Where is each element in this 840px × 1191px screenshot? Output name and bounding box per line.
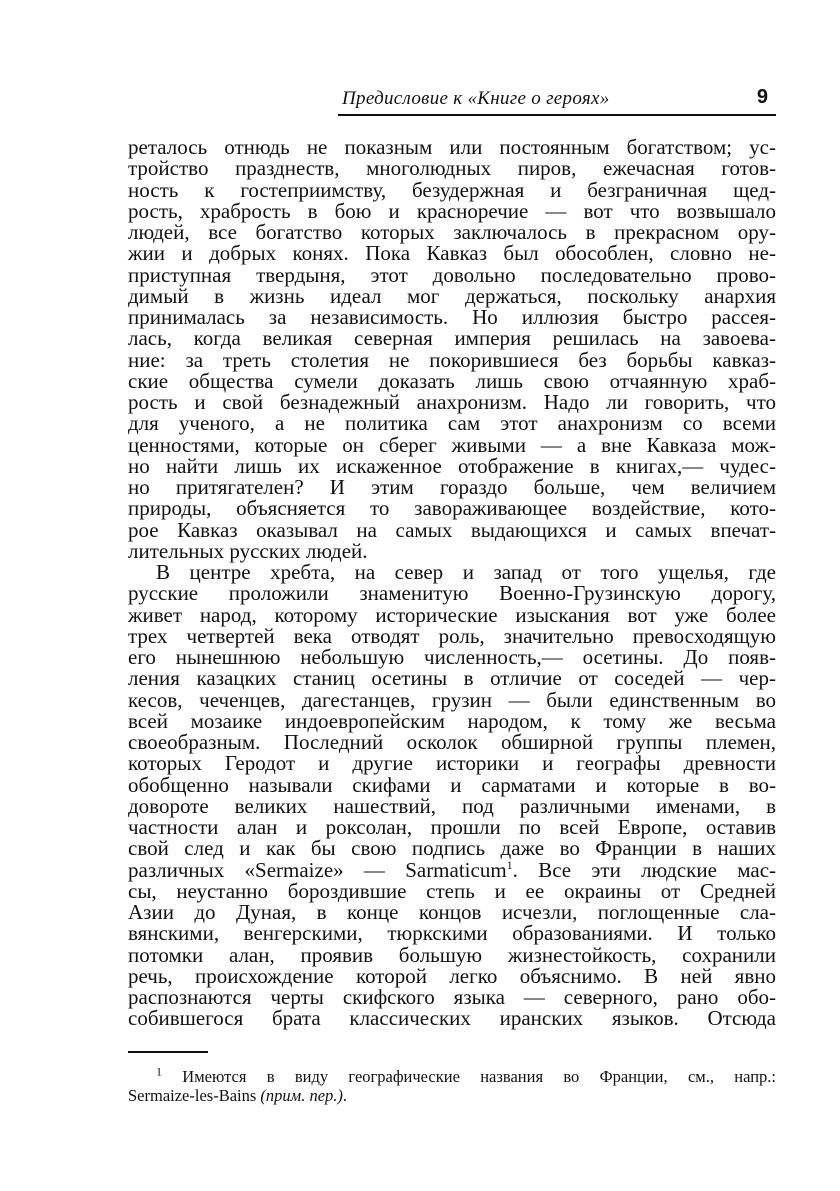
text-line: речь, происхождение которой легко объяснимо. В ней явно <box>128 963 776 988</box>
text-line: потомки алан, проявив большую жизнестойкость, сохранили <box>128 942 776 967</box>
text-line: ценностями, которые он сберег живыми — а вне Кавказа мож- <box>128 432 776 457</box>
text-line: ские общества сумели доказать лишь свою отчаянную храб- <box>128 368 776 393</box>
paragraph <box>128 562 776 1030</box>
text-line: различных «Sermaize» — Sarmaticum$^1$. Все эти людские мас- <box>128 857 777 882</box>
text-line: распознаются черты скифского языка — северного, рано обо- <box>128 985 776 1009</box>
text-line: приступная твердыня, этот довольно последовательно прово- <box>128 262 776 287</box>
text-line: вянскими, венгерскими, тюркскими образованиями. И только <box>128 921 776 946</box>
text-line: принималась за независимость. Но иллюзия быстро рассея- <box>128 305 776 329</box>
text-line: для ученого, а не политика сам этот анахронизм со всеми <box>128 411 776 436</box>
text-line: обобщенно называли скифами и сарматами и которые в во- <box>128 772 776 797</box>
text-line: кесов, чеченцев, дагестанцев, грузин — были единственным во <box>128 687 776 712</box>
text-line: живет народ, которому исторические изыскания вот уже более <box>128 602 776 627</box>
body-text <box>128 137 776 1030</box>
text-line: собившегося брата классических иранских языков. Отсюда <box>128 1006 776 1031</box>
text-line: людей, все богатство которых заключалось в прекрасном ору- <box>128 220 776 244</box>
text-line: частности алан и роксолан, прошли по всей Европе, оставив <box>128 815 776 839</box>
text-line: рость, храбрость в бою и красноречие — вот что возвышало <box>128 198 776 223</box>
text-line: лительных русских людей. <box>128 538 368 563</box>
text-line: ность к гостеприимству, безудержная и безграничная щед- <box>128 177 776 202</box>
footnote-line: Sermaize-les-Bains (прим. пер.). <box>128 1086 348 1105</box>
text-line: рое Кавказ оказывал на самых выдающихся и самых впечат- <box>128 517 776 542</box>
text-line: его нынешнюю небольшую численность,— осетины. До появ- <box>128 645 776 669</box>
text-line: рость и свой безнадежный анахронизм. Надо ли говорить, что <box>128 390 776 414</box>
text-line: своеобразным. Последний осколок обширной группы племен, <box>128 730 776 754</box>
text-line: но найти лишь их искаженное отображение в книгах,— чудес- <box>128 453 776 478</box>
footnote <box>128 1064 776 1105</box>
text-line: сы, неустанно бороздившие степь и ее окраины от Средней <box>128 878 776 903</box>
text-line: лась, когда великая северная империя решилась на завоева- <box>128 326 776 351</box>
text-line: всей мозаике индоевропейским народом, к тому же весьма <box>128 708 776 733</box>
running-title: Предисловие к «Книге о героях» <box>342 88 610 109</box>
footnote-line: $^1$ Имеются в виду географические названия во Франции, см., напр.: <box>156 1064 776 1086</box>
text-line: свой след и как бы свою подпись даже во Франции в наших <box>128 836 776 861</box>
text-line: Азии до Дуная, в конце концов исчезли, поглощенные сла- <box>128 900 776 924</box>
page-number: 9 <box>756 86 768 108</box>
text-line: но притягателен? И этим гораздо больше, чем величием <box>128 475 776 499</box>
text-line: ления казацких станиц осетины в отличие от соседей — чер- <box>128 666 776 691</box>
text-line: жии и добрых конях. Пока Кавказ был обособлен, словно не- <box>128 241 776 266</box>
text-line: ние: за треть столетия не покорившиеся без борьбы кавказ- <box>128 347 776 372</box>
text-line: тройство празднеств, многолюдных пиров, ежечасная готов- <box>128 156 776 181</box>
text-line: довороте великих нашествий, под различными именами, в <box>128 793 776 818</box>
text-line: В центре хребта, на север и запад от того ущелья, где <box>156 560 776 584</box>
footnote-divider <box>128 1051 208 1053</box>
text-line: димый в жизнь идеал мог держаться, поскольку анархия <box>128 283 776 308</box>
text-line: трех четвертей века отводят роль, значительно превосходящую <box>128 623 776 648</box>
text-line: природы, объясняется то завораживающее воздействие, кото- <box>128 496 776 521</box>
text-line: русские проложили знаменитую Военно-Грузинскую дорогу, <box>128 581 776 606</box>
text-line: реталось отнюдь не показным или постоянным богатством; ус- <box>128 135 776 159</box>
running-header <box>338 86 776 116</box>
text-line: которых Геродот и другие историки и географы древности <box>128 751 776 776</box>
paragraph <box>128 137 776 562</box>
